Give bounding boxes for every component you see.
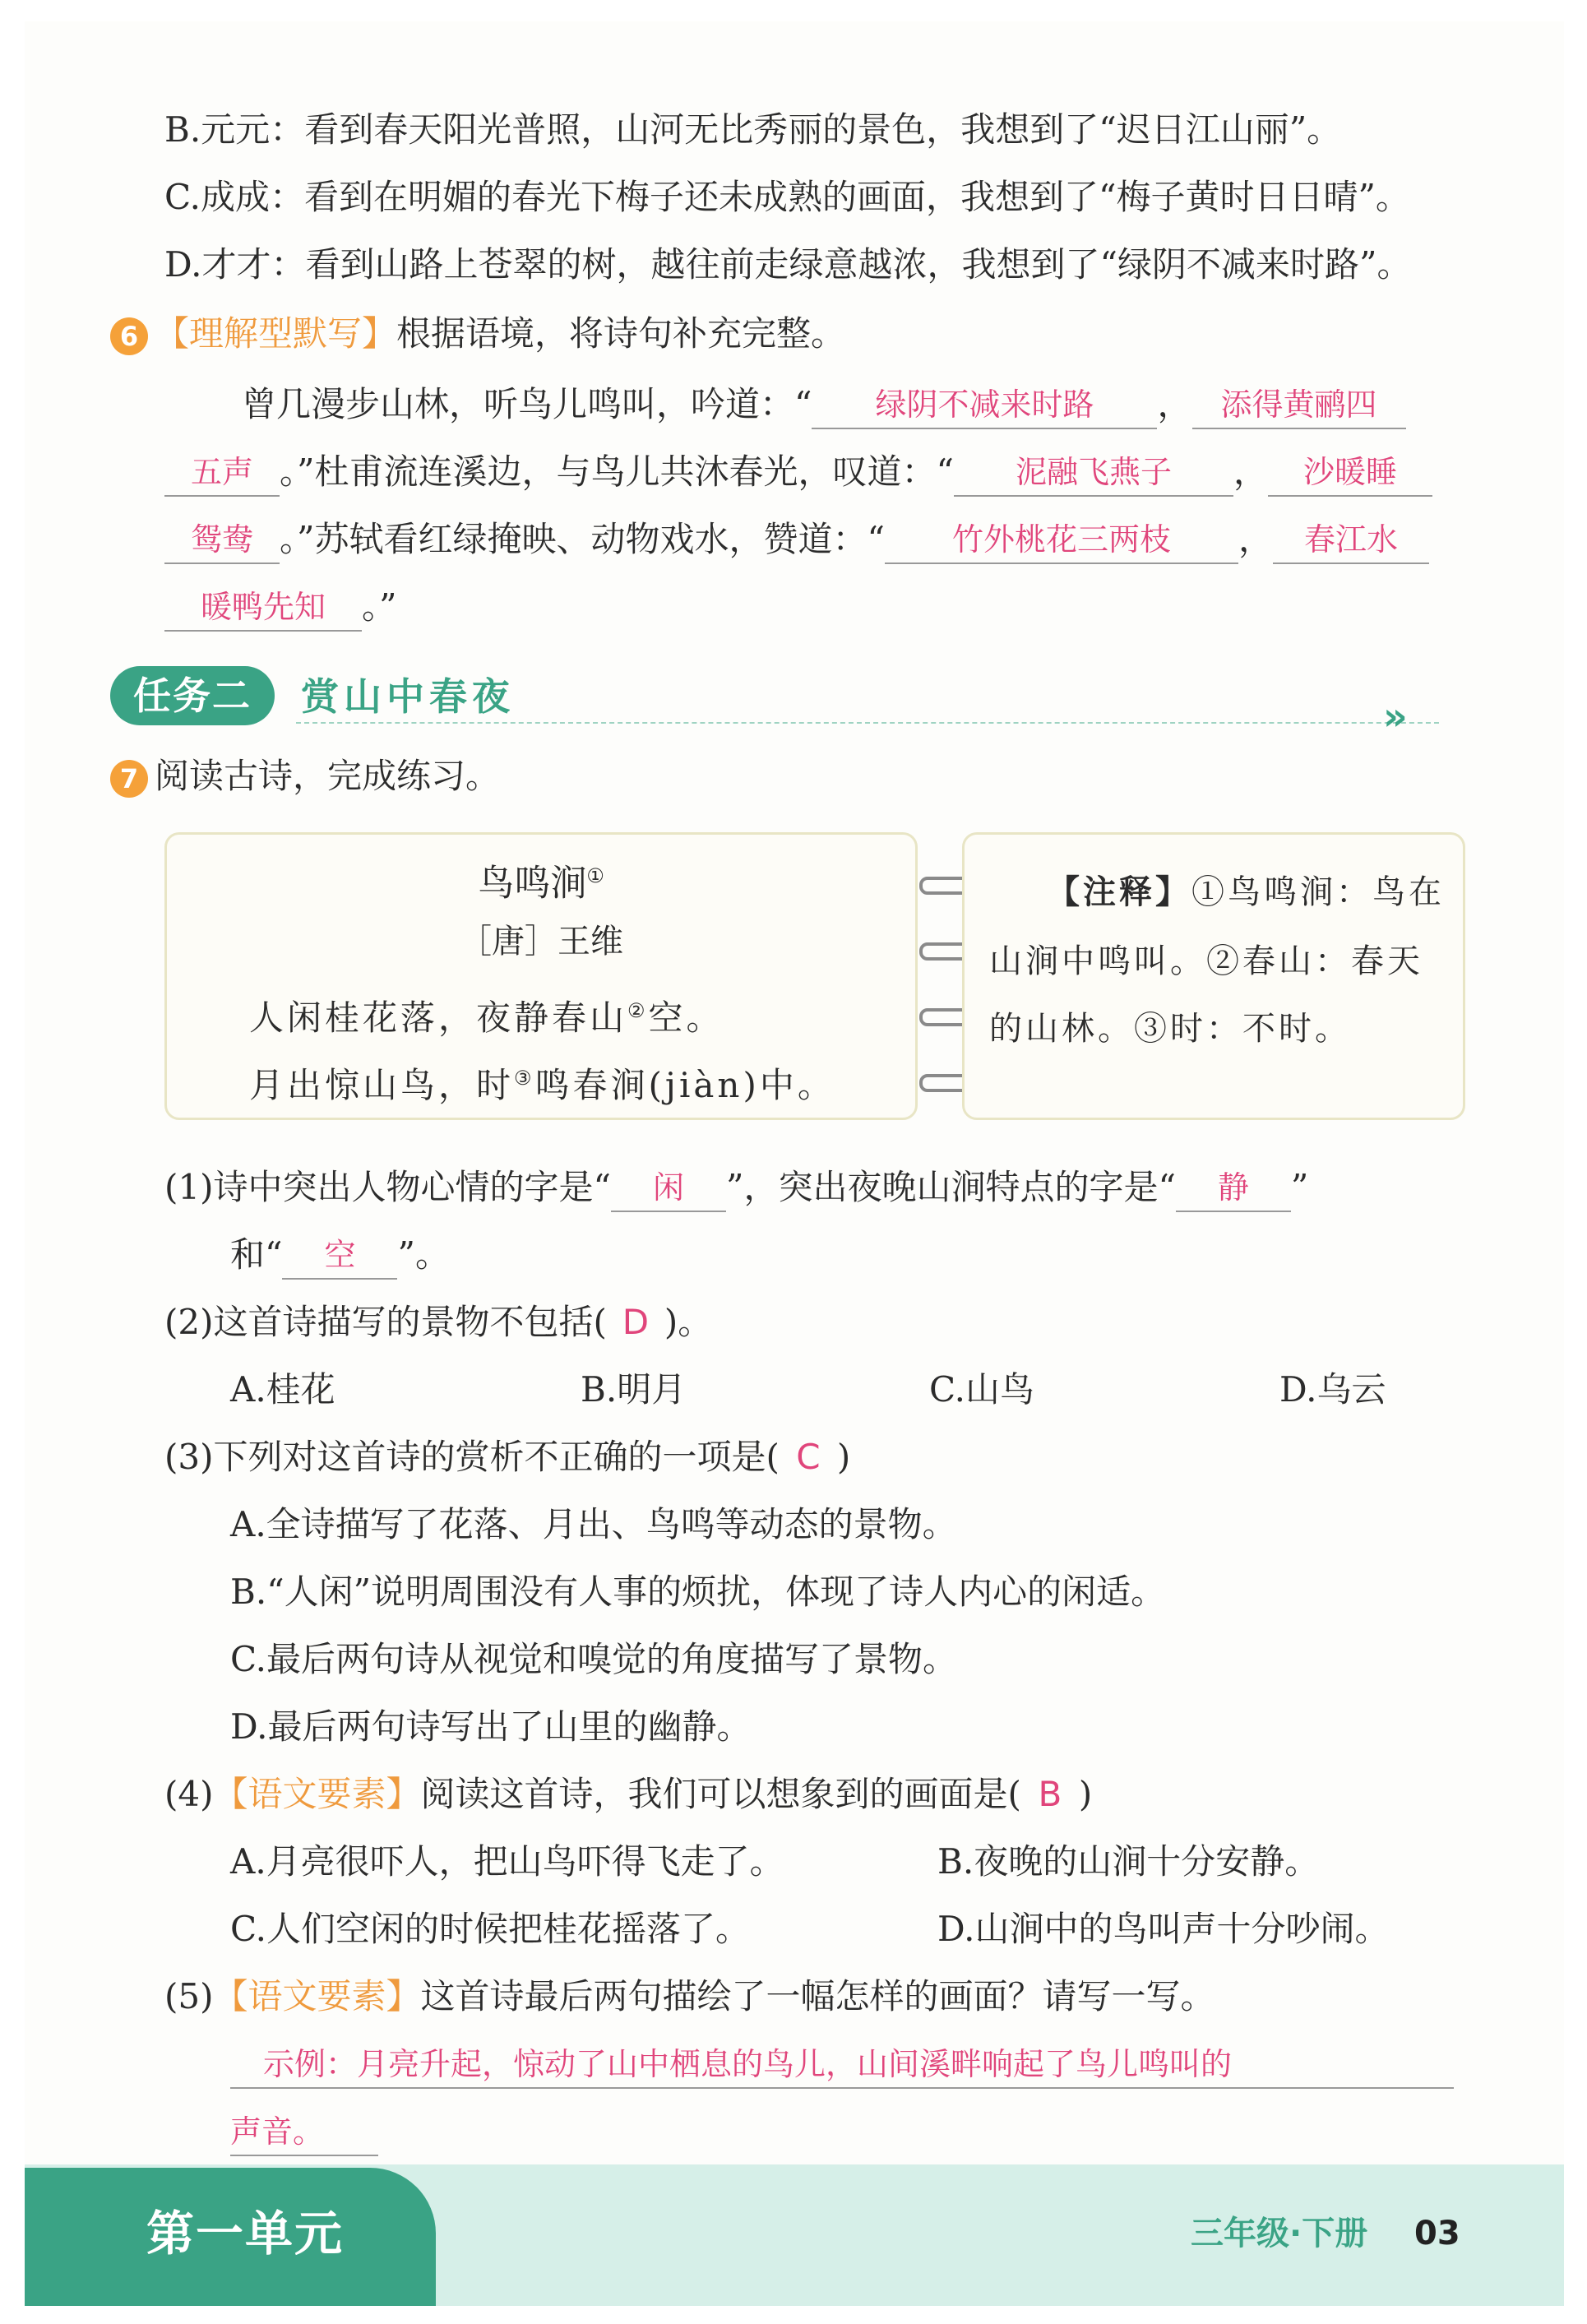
q7-sub4-option-d: D.山涧中的鸟叫声十分吵闹。 — [937, 1909, 1390, 1949]
poem-line-2: 月出惊山鸟，时③鸣春涧(jiàn)中。 — [249, 1065, 835, 1105]
q5-option-b: B.元元：看到春天阳光普照，山河无比秀丽的景色，我想到了“迟日江山丽”。 — [164, 109, 1342, 150]
q6-comma-2: ， — [1233, 451, 1268, 492]
q6-answer-3: 泥融飞燕子 — [954, 449, 1233, 497]
q7-sub4-option-a: A.月亮很吓人，把山鸟吓得飞走了。 — [230, 1841, 784, 1882]
q7-sub3-option-c: C.最后两句诗从视觉和嗅觉的角度描写了景物。 — [230, 1639, 957, 1679]
q6-comma-3: ， — [1238, 519, 1273, 559]
q7-header — [110, 752, 500, 801]
q7-sub1-line-1: (1)诗中突出人物心情的字是“ 闲 ”，突出夜晚山涧特点的字是“ 静 ” — [164, 1163, 1308, 1212]
q7-sub2-option-c: C.山鸟 — [929, 1369, 1034, 1410]
task-badge: 任务二 — [110, 666, 275, 725]
q6-answer-2b: 五声 — [164, 449, 280, 497]
q7-sub1-answer-1: 闲 — [611, 1164, 726, 1212]
q6-number-badge: 6 — [110, 317, 148, 355]
q7-sub2-option-b: B.明月 — [581, 1369, 687, 1410]
q6-line-1 — [242, 380, 1406, 429]
q7-sub2-answer: D — [622, 1302, 650, 1342]
q7-sub4-question: (4)【语文要素】阅读这首诗，我们可以想象到的画面是( B ) — [164, 1770, 1092, 1819]
q7-sub5-question: (5)【语文要素】这首诗最后两句描绘了一幅怎样的画面？请写一写。 — [164, 1976, 1215, 2016]
task-divider — [296, 722, 1439, 724]
notes-line-2: 山涧中鸣叫。②春山：春天 — [989, 942, 1423, 980]
q7-number-badge: 7 — [110, 760, 148, 798]
q7-sub3-option-a: A.全诗描写了花落、月出、鸟鸣等动态的景物。 — [230, 1504, 957, 1544]
q6-answer-4b: 鸳鸯 — [164, 516, 280, 564]
q5-option-d: D.才才：看到山路上苍翠的树，越往前走绿意越浓，我想到了“绿阴不减来时路”。 — [164, 244, 1412, 285]
q6-line-4 — [164, 582, 396, 632]
q7-sub2-question: (2)这首诗描写的景物不包括( D )。 — [164, 1298, 712, 1347]
poem-author: ［唐］王维 — [459, 923, 623, 961]
q7-sub2-option-d: D.乌云 — [1279, 1369, 1386, 1410]
q6-answer-6a: 春江水 — [1273, 516, 1429, 564]
q7-sub1-line-2: 和“ 空 ”。 — [230, 1230, 450, 1280]
q6-answer-4a: 沙暖睡 — [1268, 449, 1432, 497]
poem-line-1: 人闲桂花落，夜静春山②空。 — [249, 998, 724, 1038]
q6-prompt: 根据语境，将诗句补充完整。 — [396, 313, 846, 354]
q5-option-c: C.成成：看到在明媚的春光下梅子还未成熟的画面，我想到了“梅子黄时日日晴”。 — [164, 177, 1410, 217]
q7-sub5-answer-line-1: 示例：月亮升起，惊动了山中栖息的鸟儿，山间溪畔响起了鸟儿鸣叫的 — [230, 2039, 1454, 2089]
q7-sub3-question: (3)下列对这首诗的赏析不正确的一项是( C ) — [164, 1433, 850, 1482]
q6-answer-5: 竹外桃花三两枝 — [885, 516, 1238, 564]
notes-line-3: 的山林。③时：不时。 — [989, 1010, 1351, 1048]
poem-title: 鸟鸣涧① — [478, 862, 604, 905]
q6-header — [110, 309, 845, 359]
notes-card — [962, 832, 1465, 1120]
q6-end: 。” — [362, 586, 397, 627]
q7-sub4-tag: 【语文要素】 — [213, 1774, 421, 1814]
q6-line-2 — [164, 447, 1432, 497]
q7-sub3-answer: C — [796, 1437, 821, 1477]
q7-sub4-option-c: C.人们空闲的时候把桂花摇落了。 — [230, 1909, 750, 1949]
q7-prompt: 阅读古诗，完成练习。 — [155, 756, 501, 796]
q6-answer-6b: 暖鸭先知 — [164, 584, 362, 632]
page-number: 03 — [1414, 2215, 1460, 2252]
q7-sub5-answer-line-2: 声音。 — [230, 2107, 378, 2156]
footer-grade: 三年级·下册 — [1191, 2215, 1368, 2252]
q6-answer-1: 绿阴不减来时路 — [812, 382, 1157, 429]
q7-sub5-tag: 【语文要素】 — [213, 1976, 421, 2016]
q7-sub1-answer-3: 空 — [282, 1232, 397, 1280]
q6-tag: 【理解型默写】 — [155, 313, 397, 354]
q7-sub4-answer: B — [1038, 1774, 1062, 1814]
double-chevron-icon: » — [1383, 694, 1408, 738]
footer-unit: 第一单元 — [146, 2206, 345, 2262]
workbook-page — [25, 21, 1564, 2306]
q6-line-3 — [164, 515, 1429, 564]
q7-sub3-option-b: B.“人闲”说明周围没有人事的烦扰，体现了诗人内心的闲适。 — [230, 1572, 1166, 1612]
q7-sub2-option-a: A.桂花 — [230, 1369, 335, 1410]
q7-sub3-option-d: D.最后两句诗写出了山里的幽静。 — [230, 1706, 752, 1747]
q7-sub1-answer-2: 静 — [1176, 1164, 1291, 1212]
q6-text-2: 。”杜甫流连溪边，与鸟儿共沐春光，叹道：“ — [280, 451, 954, 492]
q6-answer-2a: 添得黄鹂四 — [1192, 382, 1406, 429]
notes-line-1: 【注释】①鸟鸣涧：鸟在 — [1047, 873, 1445, 911]
task-title: 赏山中春夜 — [301, 674, 515, 719]
q6-text-1: 曾几漫步山林，听鸟儿鸣叫，吟道：“ — [242, 384, 812, 424]
q6-comma-1: ， — [1157, 384, 1192, 424]
q6-text-3: 。”苏轼看红绿掩映、动物戏水，赞道：“ — [280, 519, 885, 559]
q7-sub4-option-b: B.夜晚的山涧十分安静。 — [937, 1841, 1320, 1882]
poem-card — [164, 832, 918, 1120]
